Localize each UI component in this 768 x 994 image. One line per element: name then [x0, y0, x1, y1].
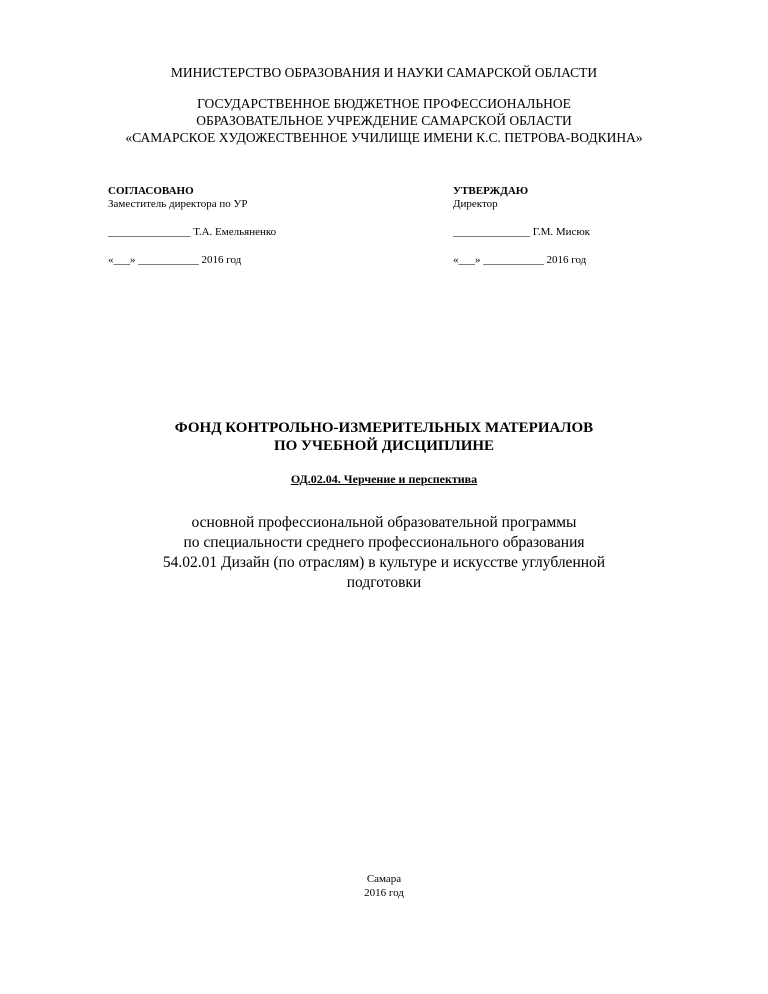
document-footer	[0, 872, 768, 900]
program-line: подготовки	[346, 574, 422, 591]
institution-line: «САМАРСКОЕ ХУДОЖЕСТВЕННОЕ УЧИЛИЩЕ ИМЕНИ К.С. ПЕТРОВА-ВОДКИНА»	[125, 130, 643, 145]
institution-name	[0, 95, 768, 146]
agreed-role: Заместитель директора по УР	[108, 198, 248, 210]
footer-year: 2016 год	[364, 887, 404, 899]
title-line: ПО УЧЕБНОЙ ДИСЦИПЛИНЕ	[273, 438, 495, 454]
agreed-signature-line: _______________ Т.А. Емельяненко	[108, 226, 277, 238]
institution-line: ГОСУДАРСТВЕННОЕ БЮДЖЕТНОЕ ПРОФЕССИОНАЛЬНОЕ	[197, 96, 571, 111]
agreed-heading: СОГЛАСОВАНО	[108, 185, 194, 197]
agreed-date-line: «___» ___________ 2016 год	[108, 254, 242, 266]
document-title	[0, 419, 768, 455]
institution-line: ОБРАЗОВАТЕЛЬНОЕ УЧРЕЖДЕНИЕ САМАРСКОЙ ОБЛАСТИ	[196, 113, 572, 128]
program-line: основной профессиональной образовательной программы	[191, 514, 577, 531]
approved-heading: УТВЕРЖДАЮ	[453, 185, 529, 197]
program-description	[0, 513, 768, 593]
program-line: по специальности среднего профессионального образования	[183, 534, 585, 551]
subject-name: ОД.02.04. Черчение и перспектива	[290, 472, 478, 486]
ministry-heading: МИНИСТЕРСТВО ОБРАЗОВАНИЯ И НАУКИ САМАРСКОЙ ОБЛАСТИ	[170, 65, 598, 80]
footer-city: Самара	[366, 873, 402, 885]
program-line: 54.02.01 Дизайн (по отраслям) в культуре и искусстве углубленной	[162, 554, 606, 571]
approved-date-line: «___» ___________ 2016 год	[453, 254, 587, 266]
approved-role: Директор	[453, 198, 498, 210]
title-line: ФОНД КОНТРОЛЬНО-ИЗМЕРИТЕЛЬНЫХ МАТЕРИАЛОВ	[174, 420, 594, 436]
approved-signature-line: ______________ Г.М. Мисюк	[453, 226, 591, 238]
